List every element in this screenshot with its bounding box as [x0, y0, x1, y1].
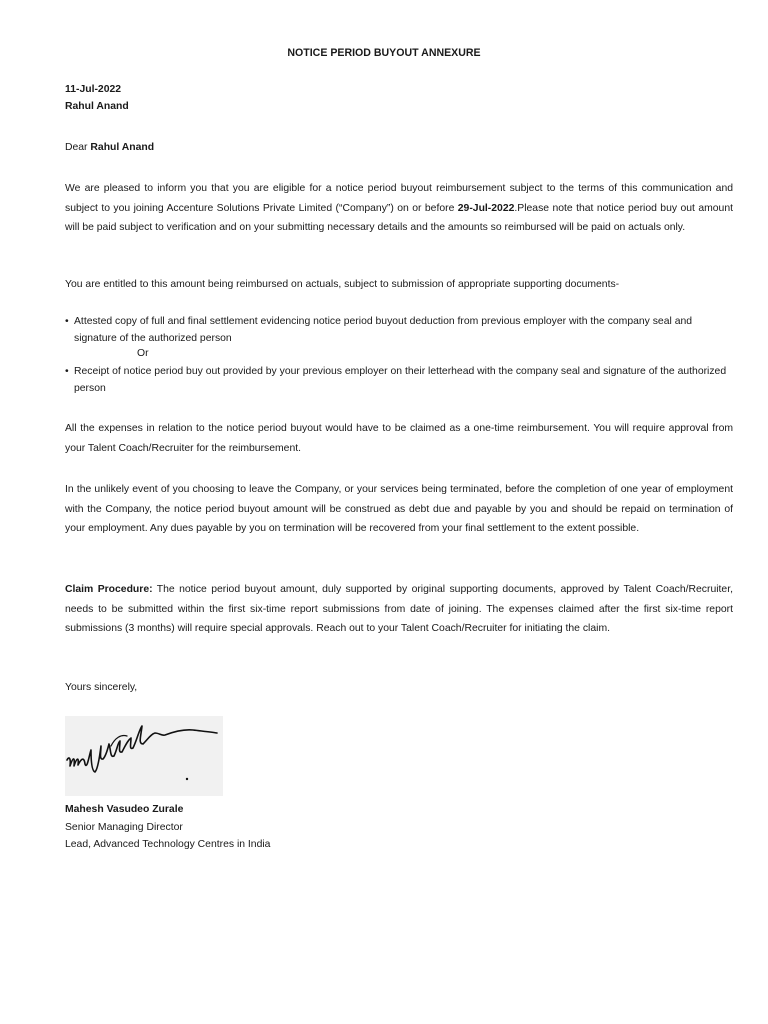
document-title: NOTICE PERIOD BUYOUT ANNEXURE [287, 47, 481, 59]
recipient-name: Rahul Anand [65, 101, 129, 112]
closing-line: Yours sincerely, [65, 682, 138, 693]
signatory-name: Mahesh Vasudeo Zurale [65, 804, 184, 815]
expenses-paragraph: All the expenses in relation to the notice period buyout would have to be claimed as a one-time reimbursement. You will require approval from your Talent Coach/Recruiter for the reimbursement. [65, 423, 733, 454]
eligibility-paragraph [65, 179, 733, 238]
signatory-title: Senior Managing Director [65, 822, 183, 833]
eligibility-text-1: We are pleased to inform you that you are eligible for a notice period buyout reimbursement subject to the terms of this communication and subject to you joining Accenture Solutions Private Limited (“Company”) on or before [65, 183, 733, 214]
signatory-role: Lead, Advanced Technology Centres in India [65, 839, 271, 850]
claim-procedure-label: Claim Procedure: [65, 584, 153, 595]
joining-deadline: 29-Jul-2022 [457, 202, 515, 214]
documents-paragraph: You are entitled to this amount being reimbursed on actuals, subject to submission of appropriate supporting documents- [65, 279, 620, 290]
repayment-paragraph: In the unlikely event of you choosing to leave the Company, or your services being terminated, before the completion of one year of employment with the Company, the notice period buyout amount will be construed as debt due and payable by you and should be repaid on termination of your employment. Any dues payable by you on termination will be recovered from your final settlement to the extent possible. [65, 484, 733, 535]
bullet-text: Receipt of notice period buy out provided by your previous employer on their letterhead with the company seal and signature of the authorized person [74, 366, 727, 394]
signature-image [65, 716, 223, 796]
salutation-name: Rahul Anand [90, 142, 155, 153]
bullet-icon: • [65, 366, 69, 377]
salutation-word: Dear [65, 142, 88, 153]
bullet-icon: • [65, 316, 69, 327]
letter-date: 11-Jul-2022 [65, 84, 122, 95]
claim-procedure-text: The notice period buyout amount, duly supported by original supporting documents, approved by Talent Coach/Recruiter, needs to be submitted within the first six-time report submissions from date of joining. The expenses claimed after the first six-time report submissions (3 months) will require special approvals. Reach out to your Talent Coach/Recruiter for initiating the claim. [65, 584, 733, 635]
list-item [65, 314, 733, 347]
list-item [65, 364, 733, 397]
signature-icon [65, 716, 223, 796]
claim-procedure-paragraph [65, 580, 733, 639]
bullet-text: Attested copy of full and final settlement evidencing notice period buyout deduction from previous employer with the company seal and signature of the authorized person [74, 316, 693, 344]
salutation [65, 142, 154, 153]
or-separator: Or [137, 348, 149, 359]
eligibility-text-2: .Please note that notice period buy out amount will be paid subject to verification and on your submitting necessary details and the amounts so reimbursed will be paid on actuals only. [65, 202, 734, 234]
